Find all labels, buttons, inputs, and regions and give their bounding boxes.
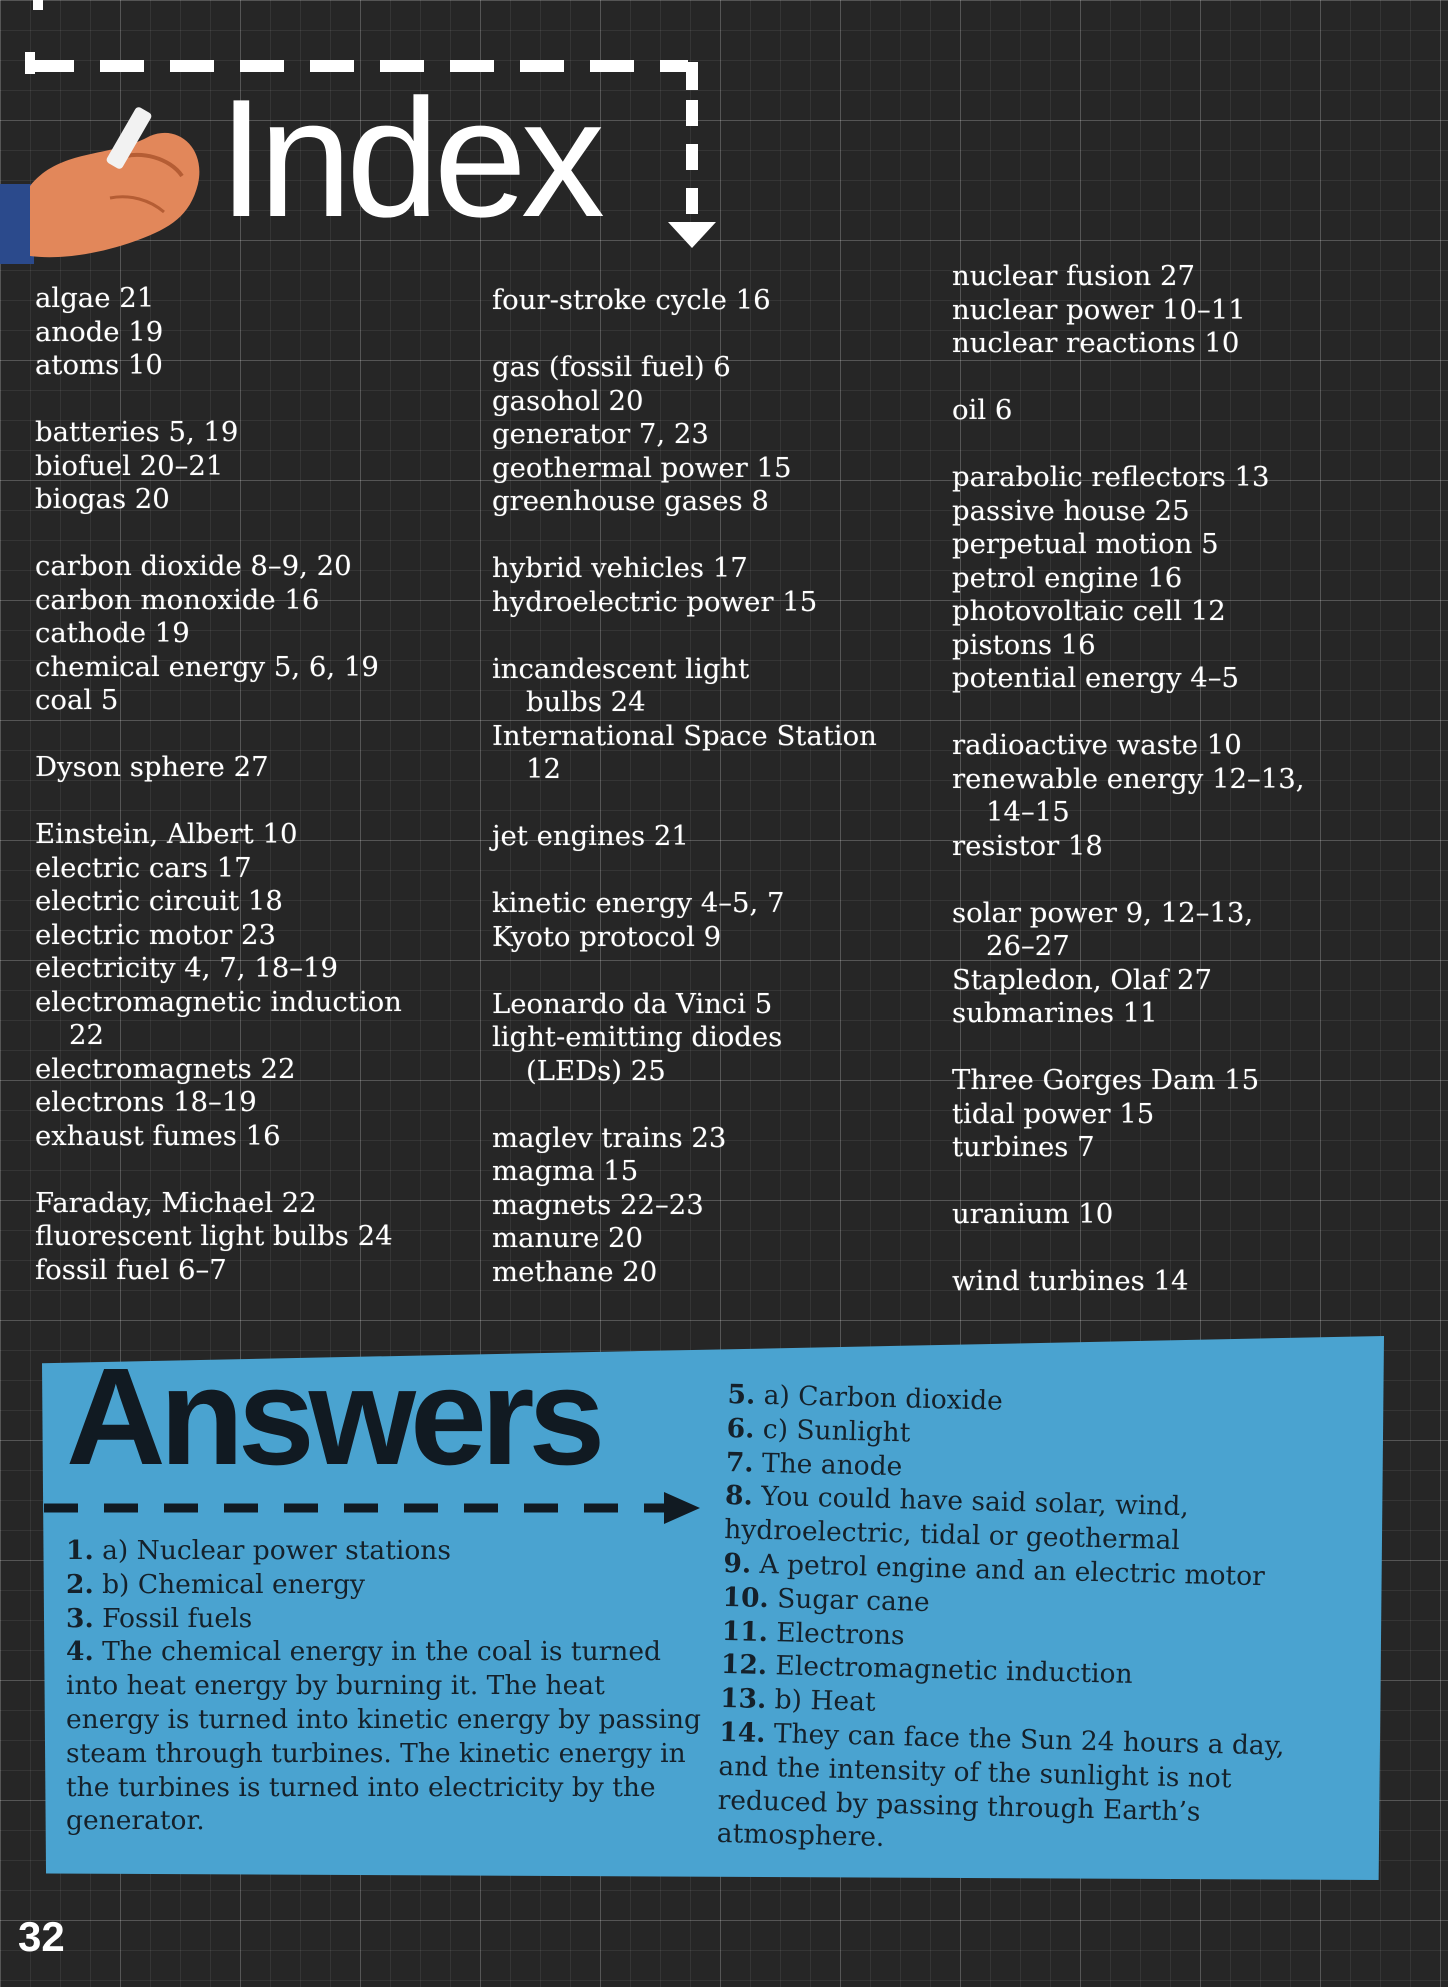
index-entry (35, 919, 402, 953)
index-entry-text: Three Gorges Dam 15 (952, 1064, 1260, 1096)
index-entry (35, 483, 402, 517)
index-entry-text: electric circuit 18 (35, 885, 283, 917)
answers-left-column (66, 1534, 706, 1838)
index-entry (35, 617, 402, 651)
index-entry-text: nuclear reactions 10 (952, 327, 1240, 359)
index-entry (952, 662, 1305, 696)
index-entry (35, 282, 402, 316)
index-entry-text: gas (fossil fuel) 6 (492, 351, 731, 383)
index-entry (35, 1053, 402, 1087)
index-entry (35, 450, 402, 484)
index-entry (492, 1256, 877, 1290)
answer-number: 5. (727, 1378, 756, 1411)
index-entry (492, 887, 877, 921)
index-entry (492, 351, 877, 385)
index-entry-text: algae 21 (35, 282, 155, 314)
index-entry-text: magma 15 (492, 1155, 639, 1187)
index-entry-text: hydroelectric power 15 (492, 585, 818, 618)
index-entry (492, 485, 877, 519)
index-entry (492, 653, 877, 720)
index-entry-text: generator 7, 23 (492, 418, 709, 450)
index-entry (35, 684, 402, 718)
index-entry-continuation: (LEDs) 25 (526, 1054, 666, 1087)
answer-text: b) Heat (765, 1684, 876, 1718)
index-entry-text: four-stroke cycle 16 (492, 284, 771, 316)
index-entry (952, 595, 1305, 629)
answer-text: Sugar cane (768, 1582, 930, 1618)
answer-text: The chemical energy in the coal is turned into heat energy by burning it. The heat energy is turned into kinetic energy by passing steam through turbines. The kinetic energy in the turbines is turned into electricity by the generator. (66, 1636, 702, 1837)
index-entry-text: photovoltaic cell 12 (952, 595, 1226, 627)
index-entry (952, 327, 1305, 361)
index-entry-continuation: 22 (69, 1019, 104, 1051)
index-entry (492, 1122, 877, 1156)
index-entry-text: hybrid vehicles 17 (492, 552, 748, 584)
index-entry (492, 1189, 877, 1223)
index-entry-text: jet engines 21 (492, 820, 689, 852)
index-entry (952, 461, 1305, 495)
index-entry-text: incandescent light (492, 652, 750, 685)
index-entry (952, 1064, 1305, 1098)
index-entry-text: kinetic energy 4–5, 7 (492, 887, 785, 919)
index-entry (952, 260, 1305, 294)
index-entry-text: light-emitting diodes (492, 1021, 783, 1053)
answer-number: 2. (66, 1568, 94, 1600)
index-entry-continuation: bulbs 24 (526, 686, 646, 718)
index-entry-text: electricity 4, 7, 18–19 (35, 952, 338, 984)
index-entry (952, 763, 1305, 830)
index-entry-text: Leonardo da Vinci 5 (492, 987, 773, 1020)
index-entry-text: uranium 10 (952, 1198, 1114, 1230)
index-entry (492, 1155, 877, 1189)
index-title: Index (218, 64, 599, 252)
index-entry (492, 820, 877, 854)
index-entry-text: atoms 10 (35, 349, 163, 381)
answer-number: 4. (66, 1636, 94, 1668)
answer-text: c) Sunlight (754, 1413, 911, 1449)
answer-number: 13. (719, 1683, 767, 1716)
index-entry-text: Einstein, Albert 10 (35, 818, 298, 850)
index-entry (35, 852, 402, 886)
answer-text: You could have said solar, wind, hydroelectric, tidal or geothermal (723, 1481, 1190, 1557)
index-entry-text: perpetual motion 5 (952, 528, 1219, 560)
dashed-arrow-icon (44, 1488, 714, 1528)
answer-text: Electromagnetic induction (766, 1650, 1133, 1691)
index-entry (952, 997, 1305, 1031)
answer-number: 11. (721, 1615, 769, 1648)
index-entry-text: pistons 16 (952, 628, 1096, 661)
answers-right-column (716, 1378, 1317, 1865)
index-entry-text: passive house 25 (952, 494, 1190, 527)
index-entry (952, 1198, 1305, 1232)
index-entry-text: gasohol 20 (492, 384, 644, 417)
index-entry (35, 986, 402, 1053)
index-entry (35, 1254, 402, 1288)
index-entry-continuation: 26–27 (986, 930, 1070, 962)
index-entry-text: resistor 18 (952, 829, 1103, 862)
index-entry (952, 1265, 1305, 1299)
index-entry (492, 1021, 877, 1088)
answer-item (66, 1602, 706, 1636)
index-entry (492, 284, 877, 318)
index-entry (492, 452, 877, 486)
index-entry-text: tidal power 15 (952, 1097, 1155, 1130)
index-column-1 (35, 282, 402, 1287)
index-entry (952, 562, 1305, 596)
index-entry (952, 495, 1305, 529)
answer-number: 9. (723, 1547, 752, 1580)
index-entry-text: cathode 19 (35, 617, 190, 649)
index-entry (952, 294, 1305, 328)
answer-text: They can face the Sun 24 hours a day, and the intensity of the sunlight is not reduced by passing through Earth’s atmosphere. (716, 1717, 1285, 1854)
index-entry-text: submarines 11 (952, 997, 1158, 1029)
answer-text: Fossil fuels (93, 1602, 253, 1634)
index-entry-text: solar power 9, 12–13, (952, 896, 1254, 929)
answer-number: 1. (66, 1535, 94, 1566)
index-entry (35, 952, 402, 986)
index-entry (952, 897, 1305, 964)
index-entry-text: carbon monoxide 16 (35, 583, 320, 616)
index-entry (35, 885, 402, 919)
index-entry (35, 651, 402, 685)
hand-with-chalk-icon (0, 88, 215, 268)
index-entry (35, 818, 402, 852)
index-entry-text: coal 5 (35, 684, 119, 716)
index-column-3 (952, 260, 1305, 1299)
answer-text: a) Carbon dioxide (754, 1379, 1004, 1417)
index-entry-text: geothermal power 15 (492, 451, 792, 484)
answer-number: 6. (726, 1412, 755, 1445)
answer-text: Electrons (767, 1616, 905, 1651)
answer-text: a) Nuclear power stations (93, 1535, 451, 1566)
index-entry-text: biofuel 20–21 (35, 449, 224, 482)
index-entry-text: radioactive waste 10 (952, 729, 1242, 761)
index-entry-text: manure 20 (492, 1222, 644, 1254)
index-entry (35, 584, 402, 618)
index-entry (952, 528, 1305, 562)
answer-item (716, 1716, 1309, 1866)
index-entry-text: electromagnetic induction (35, 985, 402, 1018)
index-entry (952, 964, 1305, 998)
index-entry-text: exhaust fumes 16 (35, 1119, 281, 1152)
index-entry-text: magnets 22–23 (492, 1188, 704, 1221)
index-entry-text: Dyson sphere 27 (35, 751, 269, 783)
index-entry (952, 394, 1305, 428)
index-entry-text: maglev trains 23 (492, 1121, 727, 1154)
index-entry-text: electromagnets 22 (35, 1052, 296, 1085)
answer-number: 10. (722, 1581, 770, 1614)
index-entry (492, 385, 877, 419)
index-entry-text: Kyoto protocol 9 (492, 920, 722, 953)
index-entry-text: nuclear fusion 27 (952, 260, 1195, 292)
page-number: 32 (18, 1913, 65, 1960)
index-entry (35, 751, 402, 785)
index-entry-text: Faraday, Michael 22 (35, 1186, 317, 1219)
index-entry (35, 316, 402, 350)
index-entry-text: fluorescent light bulbs 24 (35, 1220, 393, 1252)
index-entry (35, 1120, 402, 1154)
index-entry-continuation: 14–15 (986, 796, 1070, 828)
index-entry (492, 988, 877, 1022)
index-entry (35, 349, 402, 383)
index-entry (35, 1187, 402, 1221)
index-entry-text: International Space Station (492, 719, 877, 752)
answer-item (66, 1534, 706, 1568)
answer-text: The anode (753, 1447, 903, 1482)
answer-number: 14. (718, 1716, 766, 1749)
index-entry-text: nuclear power 10–11 (952, 293, 1246, 326)
index-entry-text: electrons 18–19 (35, 1086, 257, 1118)
index-entry (35, 1086, 402, 1120)
index-entry-text: batteries 5, 19 (35, 416, 239, 448)
index-entry (492, 720, 877, 787)
answer-text: b) Chemical energy (93, 1568, 366, 1600)
index-entry-text: chemical energy 5, 6, 19 (35, 650, 379, 683)
index-entry-text: oil 6 (952, 394, 1013, 426)
index-entry-text: wind turbines 14 (952, 1265, 1189, 1297)
index-entry (492, 552, 877, 586)
index-entry (35, 1220, 402, 1254)
answer-number: 7. (725, 1446, 754, 1479)
answer-item (66, 1635, 706, 1838)
index-entry-text: greenhouse gases 8 (492, 485, 769, 517)
index-entry-text: potential energy 4–5 (952, 662, 1240, 694)
index-entry-text: methane 20 (492, 1255, 658, 1288)
index-entry-text: petrol engine 16 (952, 561, 1183, 594)
answer-text: A petrol engine and an electric motor (750, 1548, 1266, 1593)
index-entry-text: electric cars 17 (35, 851, 252, 884)
index-entry-continuation: 12 (526, 753, 561, 785)
index-entry-text: electric motor 23 (35, 918, 277, 951)
index-column-2 (492, 284, 877, 1289)
index-entry (492, 921, 877, 955)
index-entry (952, 1131, 1305, 1165)
index-entry (492, 418, 877, 452)
answers-title: Answers (66, 1340, 600, 1494)
index-entry-text: renewable energy 12–13, (952, 762, 1305, 795)
answer-item (66, 1568, 706, 1602)
answer-number: 8. (724, 1480, 754, 1513)
index-entry (952, 629, 1305, 663)
index-entry (35, 416, 402, 450)
index-entry (952, 830, 1305, 864)
index-entry-text: anode 19 (35, 315, 164, 348)
index-entry-text: parabolic reflectors 13 (952, 461, 1270, 493)
index-entry-text: biogas 20 (35, 483, 170, 515)
index-entry (952, 1098, 1305, 1132)
index-entry (492, 1222, 877, 1256)
answer-number: 12. (720, 1649, 768, 1682)
index-entry (952, 729, 1305, 763)
index-entry-text: fossil fuel 6–7 (35, 1253, 227, 1286)
index-entry (35, 550, 402, 584)
index-entry-text: carbon dioxide 8–9, 20 (35, 550, 352, 582)
index-entry-text: turbines 7 (952, 1131, 1095, 1163)
index-entry (492, 586, 877, 620)
answer-number: 3. (66, 1602, 94, 1634)
index-entry-text: Stapledon, Olaf 27 (952, 963, 1212, 996)
